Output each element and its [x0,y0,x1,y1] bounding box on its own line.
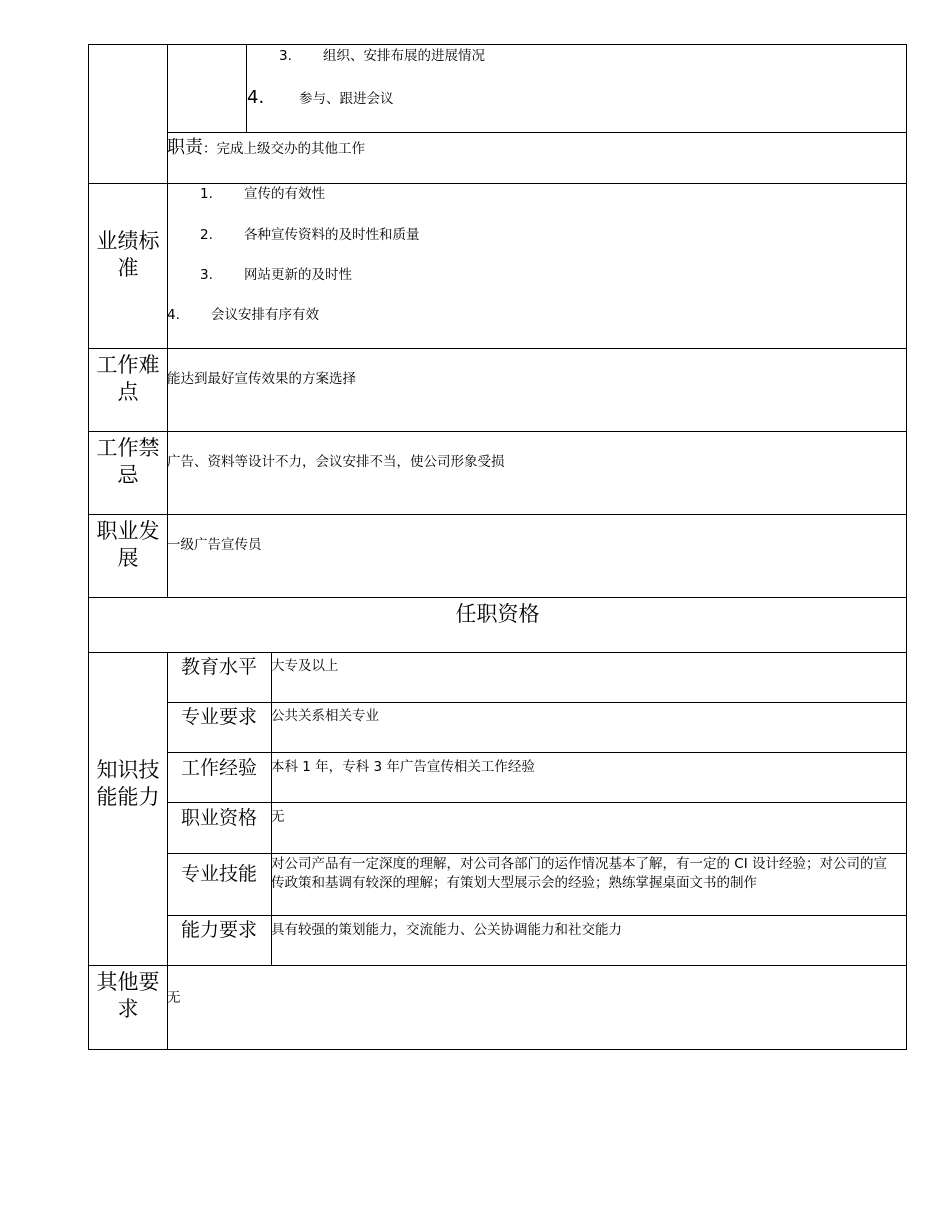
rule-k1 [167,702,907,703]
table-border-bottom [88,1049,907,1050]
top-item4-number: 4. [247,87,265,108]
rule-taboo [88,431,907,432]
performance-item-3-text: 网站更新的及时性 [244,267,352,283]
career-text: 一级广告宣传员 [167,537,262,553]
performance-item-4-number: 4. [167,307,180,323]
knowledge-row-name: 教育水平 [180,656,257,678]
taboo-text: 广告、资料等设计不力，会议安排不当，使公司形象受损 [167,454,505,470]
knowledge-row-name: 工作经验 [180,757,257,779]
knowledge-row-value: 无 [271,809,285,825]
knowledge-row-value: 本科 1 年，专科 3 年广告宣传相关工作经验 [271,759,535,775]
difficulty-label: 工作难点 [96,353,160,404]
top-item4-text: 参与、跟进会议 [299,91,394,107]
duty-label: 职责 [167,137,203,158]
other-text: 无 [167,990,181,1006]
rule-qualification [88,597,907,598]
difficulty-text: 能达到最好宣传效果的方案选择 [167,371,356,387]
rule-k2 [167,752,907,753]
knowledge-row-name: 专业技能 [180,863,257,885]
knowledge-row-name: 专业要求 [180,706,257,728]
duty-text: ：完成上级交办的其他工作 [203,141,365,157]
knowledge-row-value: 对公司产品有一定深度的理解，对公司各部门的运作情况基本了解，有一定的 CI 设计经验；对公司的宣传政策和基调有较深的理解；有策划大型展示会的经验；熟练掌握桌面文书的制作 [271,856,887,891]
knowledge-row-value: 具有较强的策划能力，交流能力、公关协调能力和社交能力 [271,922,622,938]
rule-career [88,514,907,515]
career-label: 职业发展 [96,519,160,570]
performance-label: 业绩标准 [96,229,160,280]
table-border-top [88,44,907,45]
qualification-title: 任职资格 [455,602,540,626]
knowledge-row-value: 大专及以上 [271,658,339,674]
rule-duty [167,132,907,133]
knowledge-row-name: 职业资格 [180,807,257,829]
knowledge-row-value: 公共关系相关专业 [271,708,379,724]
table-border-right [906,44,907,1050]
taboo-label: 工作禁忌 [96,436,160,487]
performance-item-2-number: 2. [200,227,213,243]
knowledge-label: 知识技能能力 [96,758,160,809]
performance-item-2-text: 各种宣传资料的及时性和质量 [244,227,420,243]
rule-k3 [167,802,907,803]
top-item3-number: 3. [279,48,292,64]
rule-k5 [167,915,907,916]
performance-item-4-text: 会议安排有序有效 [211,307,319,323]
performance-item-1-text: 宣传的有效性 [244,186,325,202]
rule-performance [88,183,907,184]
knowledge-row-name: 能力要求 [180,919,257,941]
performance-item-3-number: 3. [200,267,213,283]
rule-knowledge [88,652,907,653]
other-label: 其他要求 [96,970,160,1021]
rule-k4 [167,853,907,854]
rule-difficulty [88,348,907,349]
rule-other [88,965,907,966]
performance-item-1-number: 1. [200,186,213,202]
top-item3-text: 组织、安排布展的进展情况 [323,48,485,64]
